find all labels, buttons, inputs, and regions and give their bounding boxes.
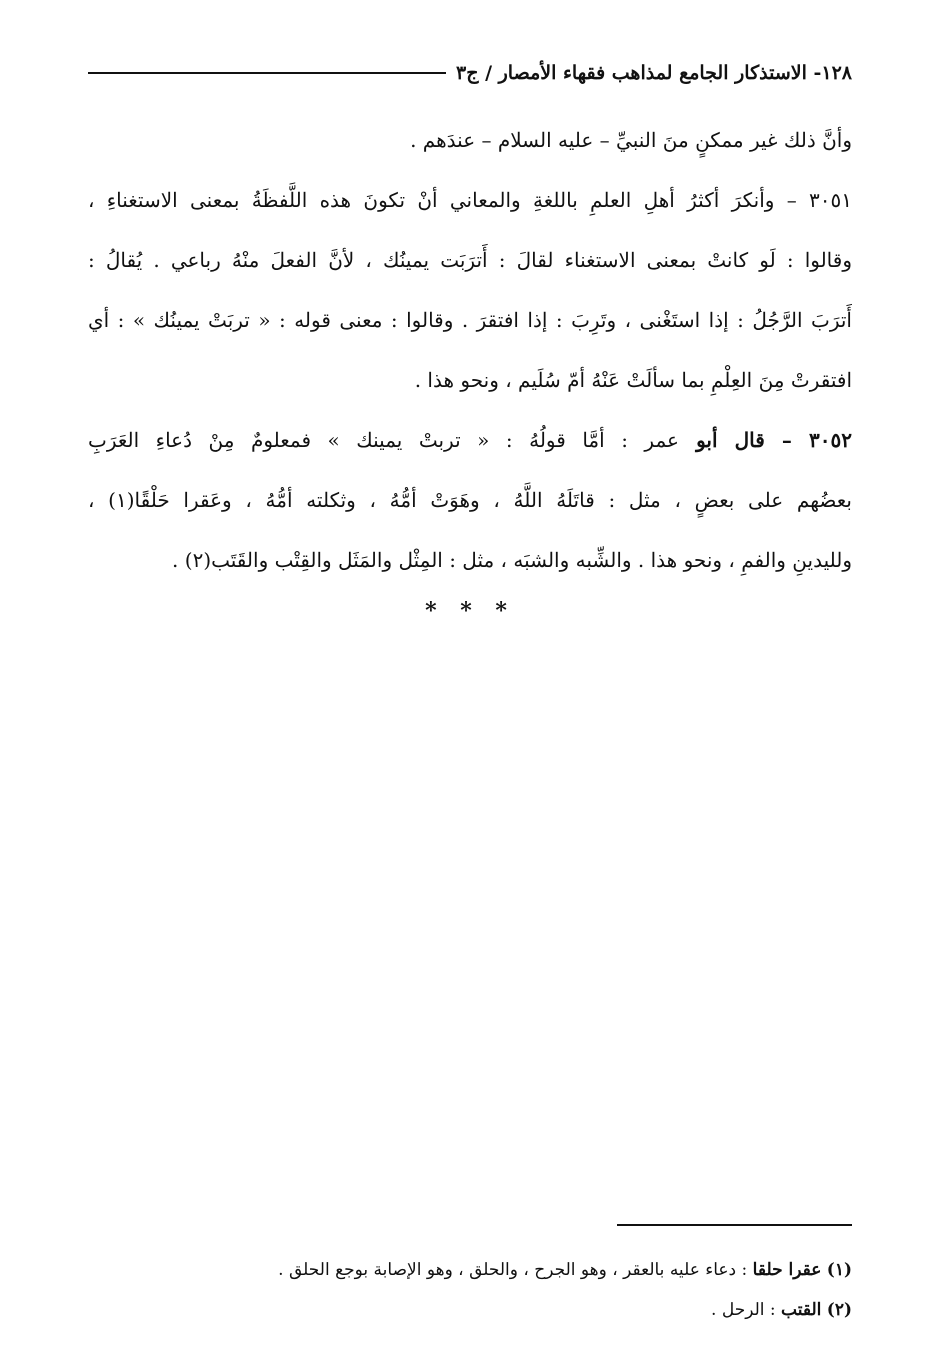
header-rule: [88, 72, 446, 74]
running-title: ١٢٨- الاستذكار الجامع لمذاهب فقهاء الأمصار / ج٣: [455, 62, 852, 84]
footnotes: [88, 1250, 852, 1330]
text-line-4: أَترَبَ الرَّجُلُ : إذا استَغْنى ، وتَرِبَ : إذا افتقرَ . وقالوا : معنى قوله : « تربَتْ يمينُك » : أي: [88, 308, 852, 332]
footnote-2: [88, 1290, 852, 1330]
footnote-rule: [617, 1224, 852, 1226]
footnote-1: [88, 1250, 852, 1290]
footnote-2-marker: (٢): [826, 1300, 852, 1320]
page-header: [88, 58, 852, 88]
text-line-1: وأنَّ ذلك غير ممكنٍ منَ النبيِّ – عليه السلام – عندَهم .: [410, 128, 852, 152]
footnote-1-term: عقرا حلقا: [752, 1260, 822, 1280]
footnote-1-text: : دعاء عليه بالعقر ، وهو الجرح ، والحلق ، وهو الإصابة بوجع الحلق .: [278, 1260, 748, 1280]
text-line-7: بعضُهم على بعضٍ ، مثل : قاتَلَهُ اللَّهُ ، وهَوَتْ أمُّهُ ، وثكلته أمُّهُ ، وعَقرا حَلْقًا(١) ،: [88, 488, 852, 512]
footnote-2-text: : الرحل .: [711, 1300, 776, 1320]
text-line-8: ولليدينِ والفمِ ، ونحو هذا . والشِّبه والشبَه ، مثل : المِثْل والمَثَل والقِتْب والقَتَب(٢) .: [172, 548, 852, 572]
text-line-6-rest: عمر : أمَّا قولُهُ : « تربتْ يمينك » فمعلومٌ مِنْ دُعاءِ العَرَبِ: [88, 428, 679, 452]
main-text: [88, 110, 852, 590]
text-line-3: وقالوا : لَو كانتْ بمعنى الاستغناء لقالَ : أَترَبَت يمينُك ، لأنَّ الفعلَ منْهُ رباعي . يُقالُ :: [88, 248, 852, 272]
text-line-6: [88, 410, 852, 470]
text-line-5: افتقرتْ مِنَ العِلْمِ بما سألَتْ عَنْهُ أمّ سُلَيم ، ونحو هذا .: [414, 368, 852, 392]
footnote-1-marker: (١): [826, 1260, 852, 1280]
footnote-2-term: القتب: [781, 1300, 822, 1320]
section-separator: * * *: [425, 598, 515, 624]
paragraph-number-speaker: ٣٠٥٢ – قال أبو: [678, 428, 852, 452]
text-line-2: ٣٠٥١ – وأنكرَ أكثرُ أهلِ العلمِ باللغةِ والمعاني أنْ تكونَ هذه اللَّفظَةُ بمعنى الاستغناءِ ،: [88, 188, 852, 212]
